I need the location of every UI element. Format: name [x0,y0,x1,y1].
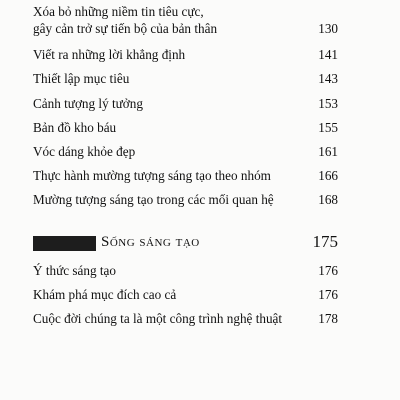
toc-entry-page: 178 [318,311,338,326]
toc-entry-title: Vóc dáng khỏe đẹp [33,144,136,159]
toc-entry-title: Khám phá mục đích cao cả [33,287,177,302]
toc-entry [33,3,338,37]
toc-entry [33,191,338,208]
redaction-block [33,236,96,251]
toc-entry-title-line1: Xóa bỏ những niềm tin tiêu cực, [33,4,204,19]
toc-entry-title: Bản đồ kho báu [33,120,117,135]
toc-entry-title-line2: gây cản trở sự tiến bộ của bản thân [33,21,218,36]
toc-entry-page: 141 [318,47,338,62]
toc-entry-page: 176 [318,287,338,302]
toc-entry-page: 166 [318,168,338,183]
toc-entry-page: 153 [318,96,338,111]
toc-section-heading [33,234,338,254]
toc-entry-title: Mường tượng sáng tạo trong các mối quan hệ [33,192,274,207]
toc-entry [33,70,338,87]
toc-entry [33,167,338,184]
toc-entry-page: 168 [318,192,338,207]
section-title: Sống sáng tạo [101,234,200,250]
toc-entry [33,95,338,112]
section-page: 175 [312,232,338,251]
toc-entry [33,262,338,279]
toc-entry-title: Thực hành mường tượng sáng tạo theo nhóm [33,168,271,183]
toc-entry-page: 130 [318,21,338,36]
toc-entry-title: Cảnh tượng lý tưởng [33,96,143,111]
toc-entry [33,310,338,327]
toc-entry-title: Cuộc đời chúng ta là một công trình nghệ thuật [33,311,283,326]
toc-entry-title: Thiết lập mục tiêu [33,71,130,86]
toc-entry-page: 176 [318,263,338,278]
toc-entry [33,46,338,63]
toc-entry-page: 155 [318,120,338,135]
toc-entry [33,119,338,136]
toc-entry [33,143,338,160]
toc-entry-page: 143 [318,71,338,86]
toc-entry-page: 161 [318,144,338,159]
toc-entry-title: Ý thức sáng tạo [33,263,116,278]
toc-entry-title: Viết ra những lời khẳng định [33,47,186,62]
toc-entry [33,286,338,303]
